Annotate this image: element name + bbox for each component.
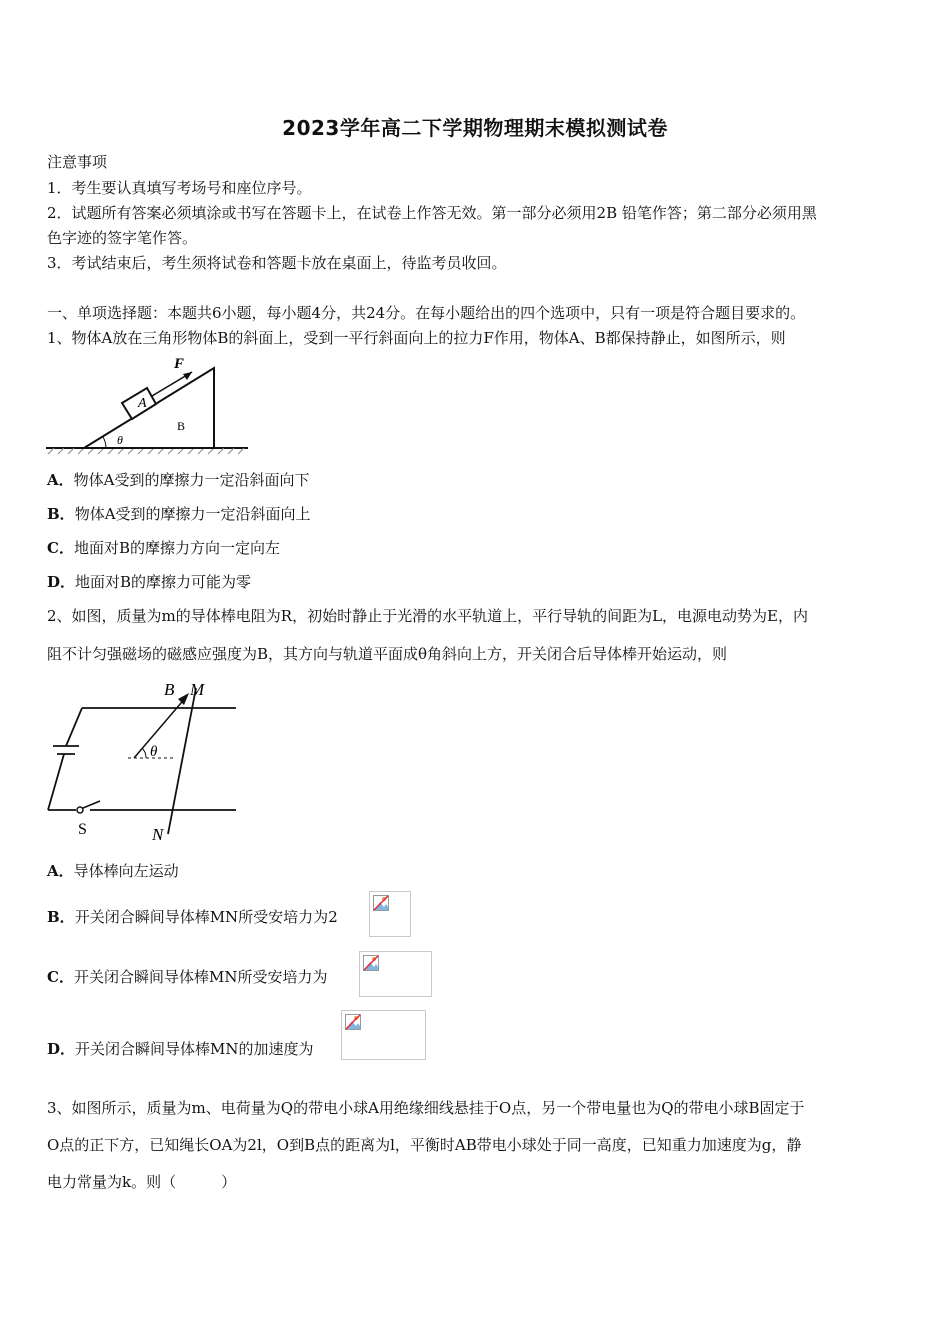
theta-label: θ (150, 744, 158, 760)
broken-image-icon (373, 895, 389, 911)
notice-item: 2．试题所有答案必须填涂或书写在答题卡上，在试卷上作答无效。第一部分必须用2B 铅笔作答；第二部分必须用黑 (47, 204, 817, 222)
option-a: A．导体棒向左运动 (47, 862, 179, 880)
notice-item: 1．考生要认真填写考场号和座位序号。 (47, 179, 312, 197)
n-label: N (152, 825, 164, 844)
rod-mn (168, 688, 196, 834)
question-3-stem-cont: O点的正下方，已知绳长OA为2l，O到B点的距离为l，平衡时AB带电小球处于同一高度，已知重力加速度为g，静 (47, 1136, 802, 1154)
rail-circuit-figure (44, 674, 244, 848)
option-b: B．开关闭合瞬间导体棒MN所受安培力为2 (47, 908, 338, 926)
b-label: B (164, 680, 175, 699)
force-label: F (174, 356, 185, 372)
angle-label: θ (117, 433, 123, 447)
broken-image-icon (363, 955, 379, 971)
notice-item: 3．考试结束后，考生须将试卷和答题卡放在桌面上，待监考员收回。 (47, 254, 507, 272)
missing-formula-image (369, 891, 411, 937)
option-d: D．地面对B的摩擦力可能为零 (47, 573, 252, 591)
notice-heading: 注意事项 (47, 153, 108, 171)
switch (77, 807, 83, 813)
incline-figure (44, 350, 254, 458)
question-2-stem: 2、如图，质量为m的导体棒电阻为R，初始时静止于光滑的水平轨道上，平行导轨的间距为L，电源电动势为E，内 (47, 607, 808, 625)
option-b: B．物体A受到的摩擦力一定沿斜面向上 (47, 505, 311, 523)
page-title: 2023学年高二下学期物理期末模拟测试卷 (282, 116, 668, 140)
question-3-stem-cont: 电力常量为k。则（ ） (47, 1173, 237, 1191)
m-label: M (190, 680, 205, 699)
wedge-b-label: B (177, 419, 186, 433)
question-2-stem-cont: 阻不计匀强磁场的磁感应强度为B，其方向与轨道平面成θ角斜向上方，开关闭合后导体棒开始运动，则 (47, 645, 728, 663)
option-a: A．物体A受到的摩擦力一定沿斜面向下 (47, 471, 310, 489)
option-c: C．开关闭合瞬间导体棒MN所受安培力为 (47, 968, 328, 986)
option-c: C．地面对B的摩擦力方向一定向左 (47, 539, 280, 557)
block-a-label: A (138, 396, 147, 411)
question-3-stem: 3、如图所示，质量为m、电荷量为Q的带电小球A用绝缘细线悬挂于O点，另一个带电量也为Q的带电小球B固定于 (47, 1099, 805, 1117)
notice-item: 色字迹的签字笔作答。 (47, 229, 198, 247)
field-arrow (134, 696, 187, 758)
broken-image-icon (345, 1014, 361, 1030)
section-heading: 一、单项选择题：本题共6小题，每小题4分，共24分。在每小题给出的四个选项中，只有一项是符合题目要求的。 (47, 304, 806, 322)
question-1-stem: 1、物体A放在三角形物体B的斜面上，受到一平行斜面向上的拉力F作用，物体A、B都保持静止，如图所示，则 (47, 329, 786, 347)
s-label: S (78, 821, 87, 838)
missing-formula-image (341, 1010, 426, 1060)
option-d: D．开关闭合瞬间导体棒MN的加速度为 (47, 1040, 314, 1058)
missing-formula-image (359, 951, 432, 997)
